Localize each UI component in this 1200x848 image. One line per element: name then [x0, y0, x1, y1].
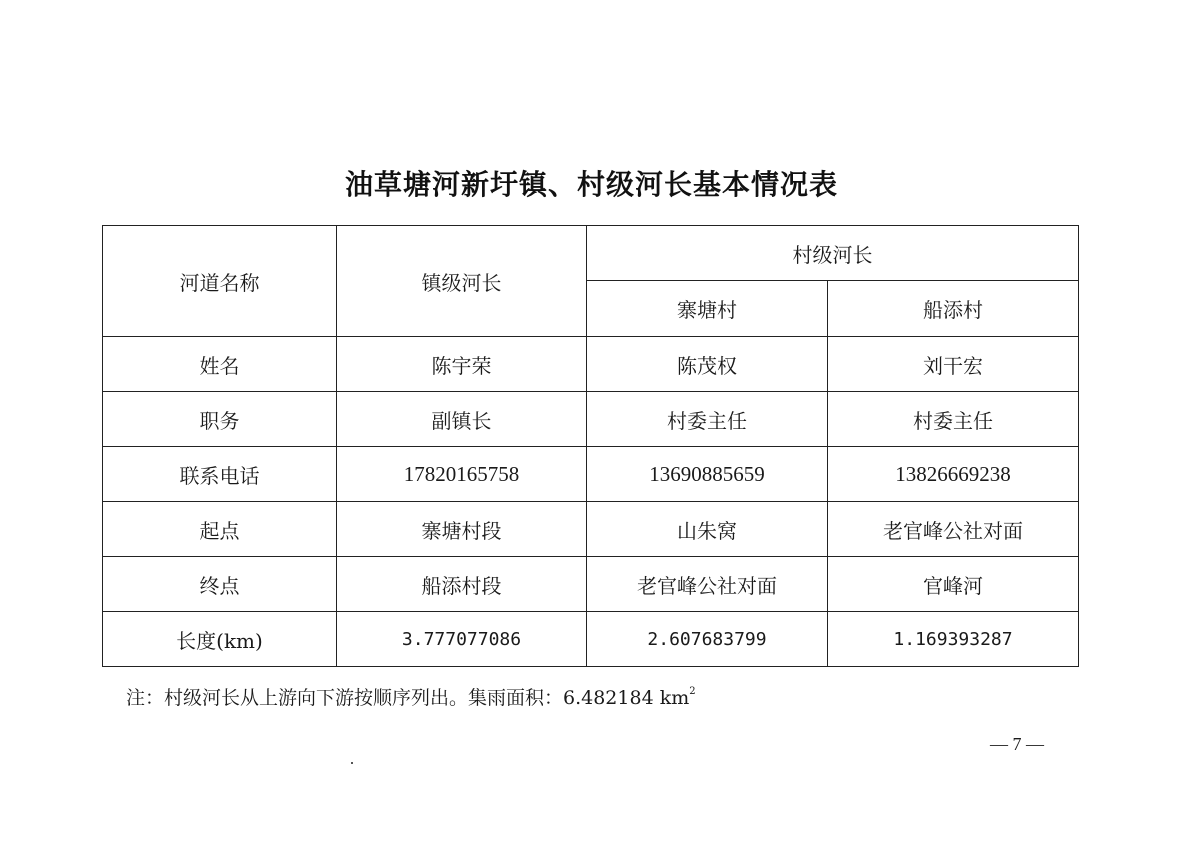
- table-row-phone: [103, 447, 1079, 502]
- cell-town: 寨塘村段: [337, 502, 587, 557]
- cell-village-2: 刘干宏: [828, 337, 1079, 392]
- table-header-row: [103, 226, 1079, 281]
- table-row-end: [103, 557, 1079, 612]
- header-river-name: 河道名称: [103, 226, 337, 337]
- document-title: 油草塘河新圩镇、村级河长基本情况表: [344, 168, 838, 201]
- cell-village-2: 村委主任: [828, 392, 1079, 447]
- cell-village-1: 村委主任: [587, 392, 828, 447]
- row-label: 职务: [103, 392, 337, 447]
- row-label: 姓名: [103, 337, 337, 392]
- table-row-start: [103, 502, 1079, 557]
- cell-village-2: 老官峰公社对面: [828, 502, 1079, 557]
- cell-village-2: 13826669238: [828, 447, 1079, 502]
- cell-village-2: 1.169393287: [828, 612, 1079, 667]
- table-row-length: [103, 612, 1079, 667]
- footnote: [126, 683, 696, 710]
- row-label: 长度(km): [103, 612, 337, 667]
- cell-village-1: 2.607683799: [587, 612, 828, 667]
- cell-village-1: 山朱窝: [587, 502, 828, 557]
- header-village-2: 船添村: [828, 281, 1079, 337]
- row-label: 起点: [103, 502, 337, 557]
- cell-town: 3.777077086: [337, 612, 587, 667]
- header-town-chief: 镇级河长: [337, 226, 587, 337]
- page-number: — 7 —: [990, 734, 1044, 754]
- table-row-position: [103, 392, 1079, 447]
- row-label: 终点: [103, 557, 337, 612]
- header-village-1: 寨塘村: [587, 281, 828, 337]
- footnote-text: 注：村级河长从上游向下游按顺序列出。集雨面积：6.482184 km: [126, 687, 690, 709]
- table-row-name: [103, 337, 1079, 392]
- cell-town: 船添村段: [337, 557, 587, 612]
- cell-village-1: 陈茂权: [587, 337, 828, 392]
- footnote-superscript: 2: [689, 686, 696, 697]
- header-village-chief: 村级河长: [587, 226, 1079, 281]
- river-chief-table: [102, 225, 1079, 667]
- cell-village-1: 老官峰公社对面: [587, 557, 828, 612]
- cell-village-1: 13690885659: [587, 447, 828, 502]
- cell-village-2: 官峰河: [828, 557, 1079, 612]
- row-label: 联系电话: [103, 447, 337, 502]
- scan-speck: [351, 762, 353, 764]
- cell-town: 陈宇荣: [337, 337, 587, 392]
- cell-town: 副镇长: [337, 392, 587, 447]
- cell-town: 17820165758: [337, 447, 587, 502]
